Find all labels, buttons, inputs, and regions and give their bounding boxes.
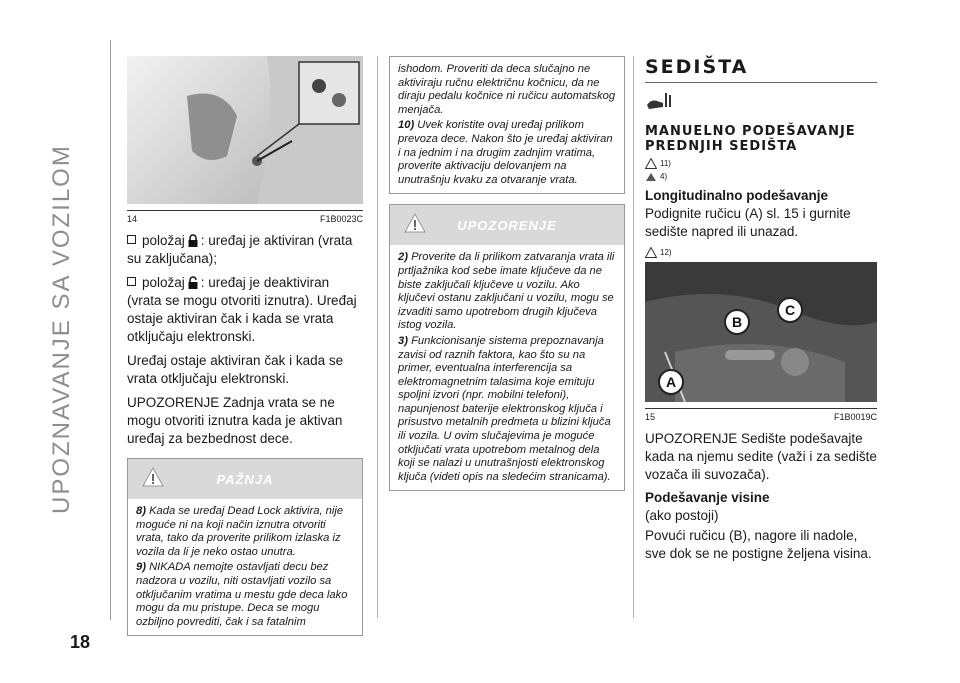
column-3 [645, 56, 877, 569]
figure-caption [127, 210, 363, 224]
warning-header [390, 205, 624, 245]
reference-warning: 11) [645, 158, 877, 169]
caution-title: PAŽNJA [216, 471, 274, 487]
page-number: 18 [70, 632, 91, 652]
heading-height: Podešavanje visine [645, 490, 770, 505]
warning-item: 2) Proverite da li prilikom zatvaranja vrata ili prtljažnika kod sebe imate ključeve da ne biste zaključali ključeve u vozilu. Ako ključevi ostanu zaključani u vozilu, mogu se izvaditi samo upotrebom drugih ključeva istog vozila. [398, 251, 615, 332]
figure-number: 14 [127, 214, 138, 224]
figure-caption [645, 408, 877, 422]
paragraph: UPOZORENJE Sedište podešavajte kada na njemu sedite (važi i za sedište vozača ili suvozača). [645, 431, 877, 482]
warning-small-icon [645, 158, 657, 169]
side-title: UPOZNAVANJE SA VOZILOM [48, 144, 75, 514]
door-lock-illustration [127, 56, 363, 204]
caution-body [128, 499, 362, 635]
caution-continued [389, 56, 625, 194]
side-rule [110, 40, 111, 620]
warning-item: 3) Funkcionisanje sistema prepoznavanja zavisi od raznih faktora, kao što su na primer, eventualna interferencija sa elektromagnetnim talasima koje emituju spoljni izvori (npr. mobilni telefoni), napunjenost baterije elektronskog ključa i prisustvo metalnih predmeta u blizini ključa ili vozila. U ovim slučajevima je moguće otključati vrata upotrebom metalnog dela koji se nalazi u unutrašnjosti elektronskog ključa (videti opis na sledećim stranicama). [398, 334, 611, 483]
paragraph: Povući ručicu (B), nagore ili nadole, sve dok se ne postigne željena visina. [645, 528, 872, 561]
figure-code: F1B0023C [319, 214, 363, 224]
callout-a: A [665, 374, 677, 390]
figure-code: F1B0019C [833, 412, 877, 422]
warning-body [390, 245, 624, 490]
bullet-locked: položaj : uređaj je aktiviran (vrata su zaključana); [127, 232, 363, 268]
caution-body [390, 57, 624, 193]
callout-b: B [731, 314, 743, 330]
caution-item: 9) NIKADA nemojte ostavljati decu bez nadzora u vozilu, niti ostavljati vozilo sa otključanim vratima u mestu gde deca lako mogu da mu pristupe. Deca se mogu ozbiljno povrediti, čak i sa fatalnim [136, 561, 348, 628]
column-divider [377, 56, 378, 618]
seat-illustration [645, 262, 877, 402]
seat-hand-icon [645, 91, 675, 111]
subsection-title: MANUELNO PODEŠAVANJE PREDNJIH SEDIŠTA [645, 124, 856, 154]
caution-small-icon [645, 171, 657, 182]
reference-warning: 12) [645, 247, 877, 258]
warning-triangle-icon [142, 467, 164, 487]
lock-open-icon [187, 276, 199, 289]
paragraph: (ako postoji) [645, 508, 719, 523]
figure-door-lock [127, 56, 363, 204]
section-title: SEDIŠTA [645, 56, 877, 83]
caution-box [127, 458, 363, 636]
caution-cont-text: ishodom. Proveriti da deca slučajno ne aktiviraju ručnu električnu kočnicu, da ne diraju pedalu kočnice ni ručicu automatskog menjača. [398, 63, 616, 116]
caution-item: 10) Uvek koristite ovaj uređaj prilikom prevoza dece. Nakon što je uređaj aktiviran i na jednim i na drugim zadnjim vratima, proverite aktivaciju delovanjem na unutrašnju kvaku za otvaranje vrata. [398, 119, 613, 186]
figure-seat [645, 262, 877, 402]
caution-header [128, 459, 362, 499]
column-1 [127, 56, 363, 636]
paragraph: Uređaj ostaje aktiviran čak i kada se vrata otključaju elektronski. [127, 353, 344, 386]
paragraph: UPOZORENJE Zadnja vrata se ne mogu otvoriti iznutra kada je aktivan uređaj za bezbednost dece. [127, 395, 343, 446]
warning-small-icon [645, 247, 657, 258]
warning-title: UPOZORENJE [457, 217, 557, 233]
warning-triangle-icon [404, 213, 426, 233]
paragraph: Podignite ručicu (A) sl. 15 i gurnite sedište napred ili unazad. [645, 206, 851, 239]
column-divider [633, 56, 634, 618]
bullet-unlocked: položaj : uređaj je deaktiviran (vrata se mogu otvoriti iznutra). Uređaj ostaje aktiviran čak i kada se vrata otključaju elektronski. [127, 274, 363, 346]
lock-closed-icon [187, 234, 199, 247]
heading-longitudinal: Longitudinalno podešavanje [645, 188, 829, 203]
column-2 [389, 56, 625, 491]
reference-caution: 4) [645, 171, 877, 182]
caution-item: 8) Kada se uređaj Dead Lock aktivira, nije moguće ni na koji način iznutra otvoriti vrata, tako da proverite prilikom izlaska iz vozila da li je neko ostao unutra. [136, 505, 344, 558]
callout-c: C [784, 302, 796, 318]
warning-box [389, 204, 625, 491]
figure-number: 15 [645, 412, 656, 422]
